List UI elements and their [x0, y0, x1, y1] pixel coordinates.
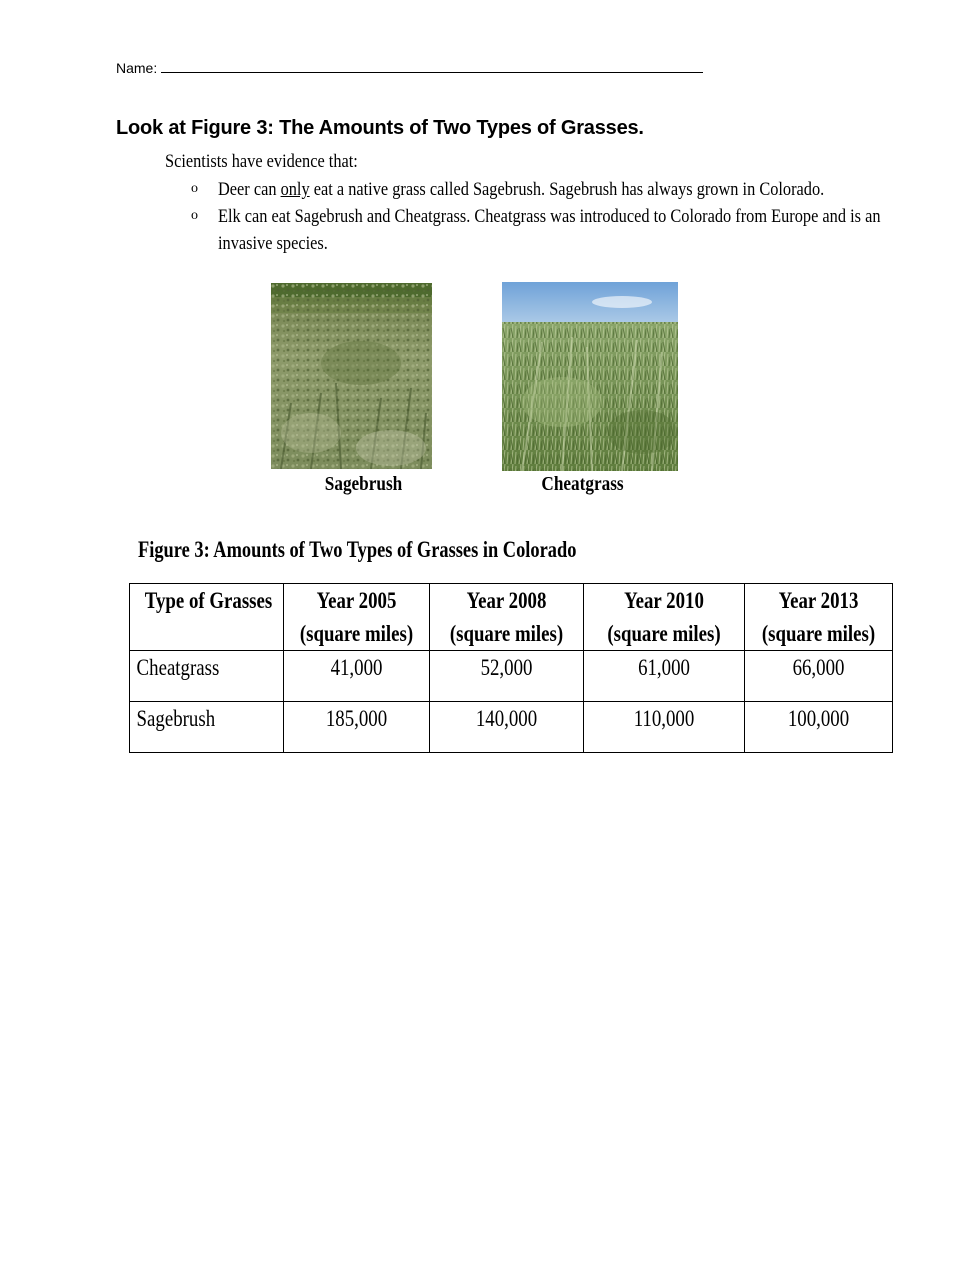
sagebrush-photo — [271, 283, 432, 469]
bullet-marker: o — [191, 181, 198, 196]
header-year-2005: Year 2005 (square miles) — [284, 584, 430, 651]
deer-text-emphasis: only — [280, 179, 310, 200]
name-field-row — [116, 60, 703, 76]
row-name-sagebrush: Sagebrush — [130, 702, 284, 753]
sagebrush-caption: Sagebrush — [324, 473, 403, 495]
header-type-of-grasses: Type of Grasses — [130, 584, 284, 651]
header-year-2008: Year 2008 (square miles) — [430, 584, 584, 651]
deer-text-after: eat a native grass called Sagebrush. Sagebrush has always grown in Colorado. — [309, 179, 825, 200]
evidence-item-elk: Elk can eat Sagebrush and Cheatgrass. Cheatgrass was introduced to Colorado from Europe and is an invasive species. — [218, 206, 881, 254]
header-year-2013: Year 2013 (square miles) — [745, 584, 893, 651]
cell-cheatgrass-2010: 61,000 — [584, 651, 745, 702]
cheatgrass-photo — [502, 282, 678, 471]
bullet-marker: o — [191, 208, 198, 223]
evidence-item-deer — [218, 176, 892, 203]
name-blank-line[interactable] — [161, 60, 703, 73]
row-name-cheatgrass: Cheatgrass — [130, 651, 284, 702]
cell-sagebrush-2005: 185,000 — [284, 702, 430, 753]
table-row — [130, 702, 893, 753]
cheatgrass-caption: Cheatgrass — [541, 473, 624, 495]
figure-title: Figure 3: Amounts of Two Types of Grasses in Colorado — [138, 537, 577, 562]
cell-sagebrush-2010: 110,000 — [584, 702, 745, 753]
cell-sagebrush-2013: 100,000 — [745, 702, 893, 753]
cell-cheatgrass-2013: 66,000 — [745, 651, 893, 702]
cell-sagebrush-2008: 140,000 — [430, 702, 584, 753]
header-year-2010: Year 2010 (square miles) — [584, 584, 745, 651]
table-header-row — [130, 584, 893, 651]
deer-text-before: Deer can — [218, 179, 281, 200]
cell-cheatgrass-2005: 41,000 — [284, 651, 430, 702]
cell-cheatgrass-2008: 52,000 — [430, 651, 584, 702]
evidence-intro: Scientists have evidence that: — [165, 151, 358, 172]
page-heading: Look at Figure 3: The Amounts of Two Types of Grasses. — [116, 117, 644, 139]
name-label: Name: — [116, 60, 158, 76]
grass-amounts-table — [129, 583, 893, 753]
table-row — [130, 651, 893, 702]
